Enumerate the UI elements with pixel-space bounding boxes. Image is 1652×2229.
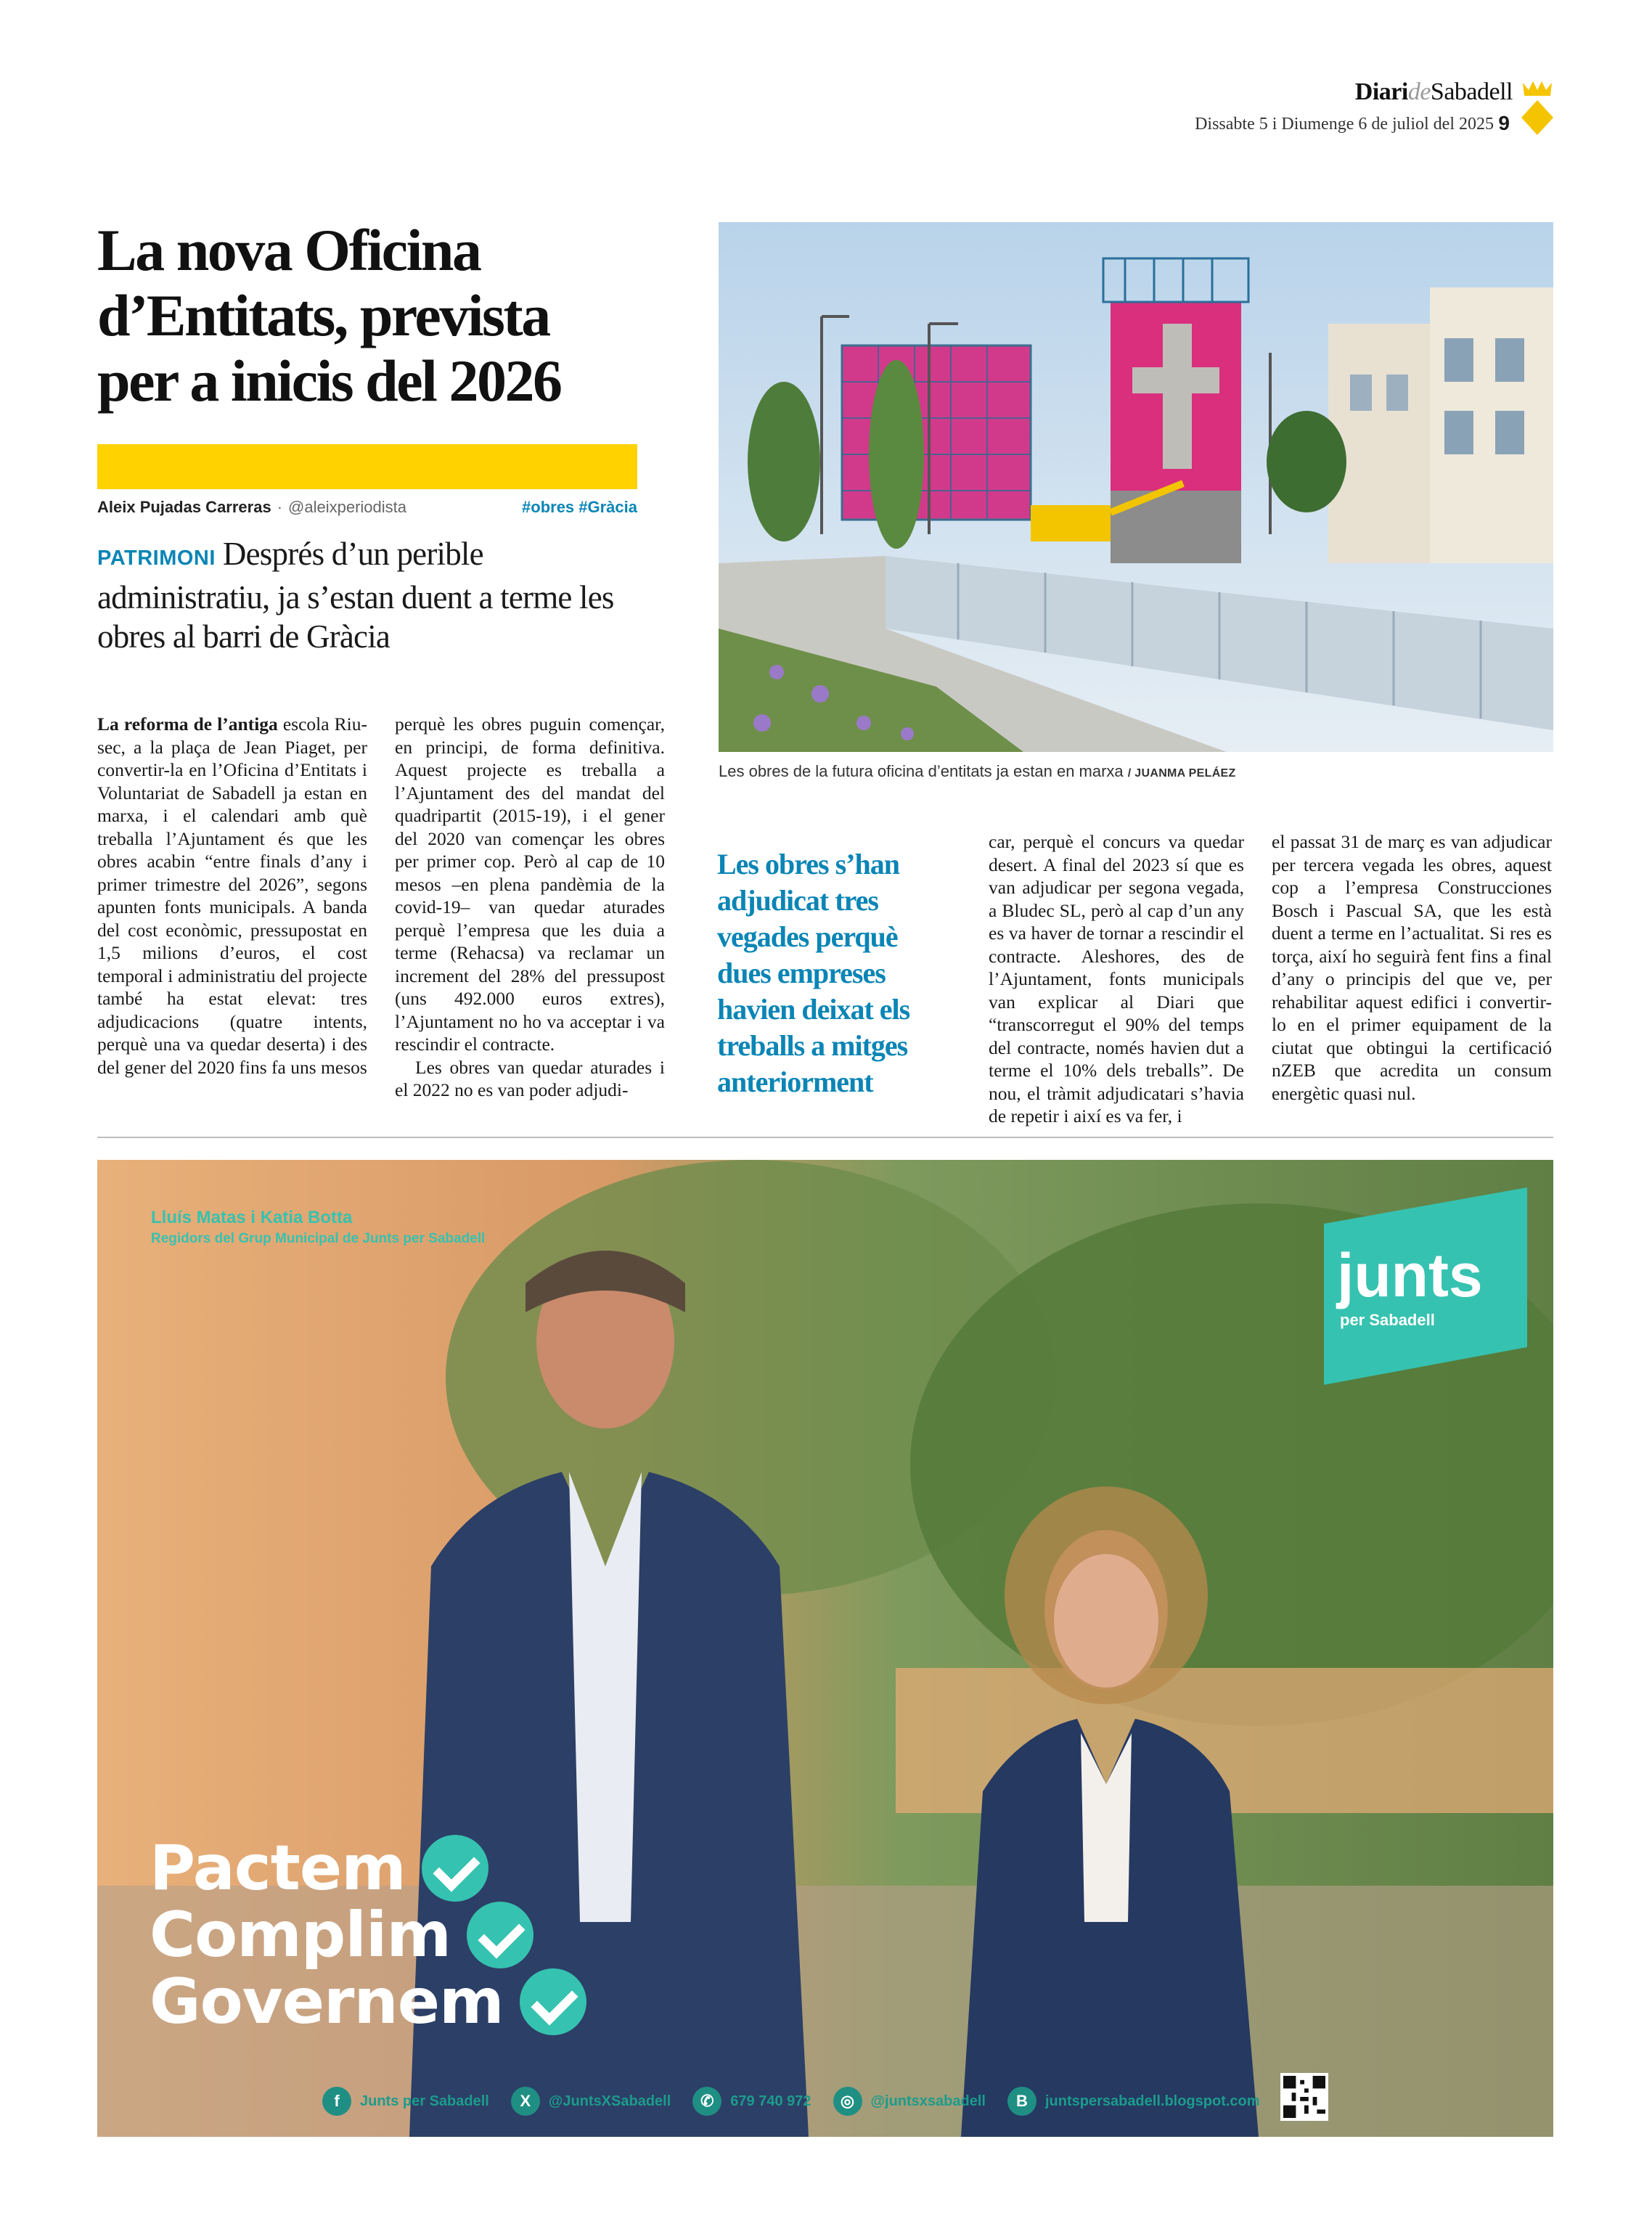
article-column-2: perquè les obres puguin començar, en principi, de forma definitiva. Aquest projecte es treballa a l’Ajuntament des del mandat del quadripartit (2015-19), i el gener del 2020 van començar les obres per primer cop. Però al cap de 10 mesos –en plena pandèmia de la covid-19– van quedar aturades perquè l’empresa que les duia a terme (Rehacsa) va reclamar un increment del 28% del pressupost (uns 492.000 euros extres), l’Ajuntament no ho va acceptar i va rescindir el contracte. Les obres van quedar aturades i el 2022 no es van poder adjudi- xyxy=(395,713,665,1100)
contact-x[interactable]: X @JuntsXSabadell xyxy=(511,2087,671,2116)
contact-facebook[interactable]: f Junts per Sabadell xyxy=(322,2087,489,2116)
logo-subword: per Sabadell xyxy=(1340,1311,1435,1329)
ad-people-names: Lluís Matas i Katia Botta Regidors del Grup Municipal de Junts per Sabadell xyxy=(151,1208,486,1246)
page-number: 9 xyxy=(1498,112,1510,134)
author-name: Aleix Pujadas Carreras xyxy=(97,498,271,516)
check-icon xyxy=(520,1968,586,2035)
lead-in: La reforma de l’antiga xyxy=(97,713,278,735)
instagram-icon: ◎ xyxy=(833,2087,862,2116)
photo-caption: Les obres de la futura oficina d’entitats ja estan en marxa / JUANMA PELÁEZ xyxy=(719,762,1236,780)
whatsapp-icon: ✆ xyxy=(692,2087,721,2116)
logo-word: junts xyxy=(1337,1241,1483,1309)
construction-photo xyxy=(719,222,1553,752)
section-divider xyxy=(97,1137,1553,1138)
contact-blog[interactable]: B juntspersabadell.blogspot.com xyxy=(1007,2087,1260,2116)
pull-quote: Les obres s’han adjudicat tres vegades perquè dues empreses havien deixat els treballs a mitges anteriorment xyxy=(717,848,910,1098)
article-subtitle: PATRIMONI Després d’un perible administratiu, ja s’estan duent a terme les obres al barri de Gràcia xyxy=(97,536,614,655)
ad-contact-bar xyxy=(322,2083,1260,2119)
junts-advertisement xyxy=(97,1160,1553,2137)
article-column-3: car, perquè el concurs va quedar desert. A final del 2023 sí que es van adjudicar per segona vegada, a Bludec SL, però al cap d’un any es va haver de tornar a rescindir el contracte. Aleshores, des de l’Ajuntament, fonts municipals van explicar al Diari que “transcorregut el 90% del temps del contracte, només havien dut a terme el 10% dels treballs”. De nou, el tràmit adjudicatari s’havia de repetir i així es va fer, i xyxy=(989,831,1244,1126)
article-headline: La nova Oficina d’Entitats, prevista per a inicis del 2026 xyxy=(97,217,561,414)
author-handle: @aleixperiodista xyxy=(288,498,407,516)
qr-code-icon[interactable] xyxy=(1280,2073,1328,2121)
section-label: PATRIMONI xyxy=(97,547,216,570)
photo-credit: / JUANMA PELÁEZ xyxy=(1127,767,1236,780)
facebook-icon: f xyxy=(322,2087,351,2116)
issue-date: Dissabte 5 i Diumenge 6 de juliol del 2025 xyxy=(1195,115,1494,134)
byline: Aleix Pujadas Carreras · @aleixperiodista #obres #Gràcia xyxy=(97,498,637,516)
junts-logo xyxy=(1324,1187,1527,1385)
contact-instagram[interactable]: ◎ @juntsxsabadell xyxy=(833,2087,986,2116)
headline-highlight-bar xyxy=(97,444,637,489)
blogger-icon: B xyxy=(1007,2087,1036,2116)
check-icon xyxy=(467,1902,533,1968)
city-crest-icon xyxy=(1518,80,1556,138)
article-column-4: el passat 31 de març es van adjudicar per tercera vegada les obres, aquest cop a l’empresa Construcciones Bosch i Pascual SA, que les està duent a terme en l’actualitat. Si res es torça, així ho seguirà fent fins a final d’any o principis del que ve, per rehabilitar aquest edifici i convertir-lo en el primer equipament de la ciutat que obtingui la certificació nZEB que acredita un consum energètic quasi nul. xyxy=(1272,831,1552,1104)
newspaper-brand: DiarideSabadell xyxy=(1354,78,1513,105)
check-icon xyxy=(422,1835,488,1902)
contact-whatsapp[interactable]: ✆ 679 740 972 xyxy=(692,2087,811,2116)
x-icon: X xyxy=(511,2087,540,2116)
ad-slogan: Pactem Complim Governem xyxy=(150,1835,586,2035)
article-column-1: La reforma de l’antiga escola Riu-sec, a la plaça de Jean Piaget, per convertir-la en l’Oficina d’Entitats i Voluntariat de Sabadell ja estan en marxa, i el calendari amb què treballa l’Ajuntament és que les obres acabin “entre finals d’any i primer trimestre del 2026”, segons apunten fonts municipals. A banda del cost econòmic, pressupostat en 1,5 milions d’euros, el cost temporal i administratiu del projecte també ha estat elevat: tres adjudicacions (quatre intents, perquè una va quedar deserta) i des del gener del 2020 fins fa uns mesos xyxy=(97,713,367,1078)
article-tags: #obres #Gràcia xyxy=(522,498,637,516)
